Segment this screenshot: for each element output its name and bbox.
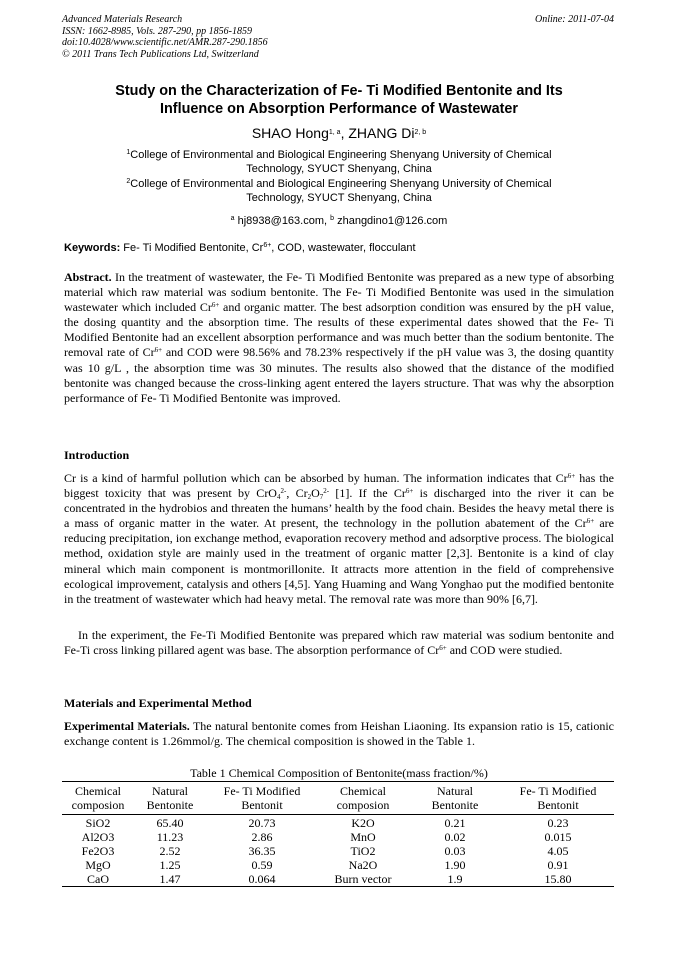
intro-text-1: Cr is a kind of harmful pollution which can be absorbed by human. The information indicates that Cr [64, 471, 568, 485]
intro-text-5: [1]. If the Cr [329, 486, 406, 501]
author-1-sup: 1, a [328, 129, 341, 136]
author-2-sup: 2, b [414, 129, 427, 136]
keywords-part-2: , COD, wastewater, flocculant [271, 242, 416, 254]
intro-sup-4: 6+ [405, 487, 414, 496]
table-cell: 2.86 [251, 830, 273, 844]
table-row [62, 815, 614, 831]
experimental-materials-paragraph [64, 719, 614, 749]
intro-text-3: , Cr [286, 486, 308, 501]
table-cell: 20.73 [248, 816, 276, 830]
intro-text-7: are reducing precipitation, ion exchange method, evaporation recovery method and adsorptive process. The biological method, oxidation style are mainly used in the treatment of organic matter [2,3]. Bentonite is a kind of clay mineral which main component is montmorillonite. It attracts more attention in the field of comprehensive ecological improvement, catalysis and others [4,5]. Yang Huaming and Wang Yonghao put the modified bentonite in the treatment of wastewater which had heavy metal. The removal rate was more than 90% [6,7]. [64, 516, 614, 606]
affiliation-2-line-2: Technology, SYUCT Shenyang, China [246, 192, 432, 205]
table-header-row [62, 782, 614, 815]
email-a-sup: a [230, 215, 235, 222]
abstract-text-1: In the treatment of wastewater, the Fe- Ti Modified Bentonite was prepared as a new type of absorbing material which raw material was sodium bentonite. The Fe- Ti Modified Bentonite was used in the simulation wastewater which included Cr [64, 270, 614, 315]
journal-name: Advanced Materials Research [62, 14, 183, 25]
introduction-paragraph-1 [64, 471, 614, 607]
affiliation-1 [64, 148, 614, 177]
table-cell: Burn vector [334, 872, 392, 886]
author-separator: , [340, 125, 349, 141]
table-row [62, 858, 614, 872]
table-cell: 1.25 [159, 858, 181, 872]
composition-table [62, 781, 614, 887]
table-cell: 1.90 [444, 858, 466, 872]
table-cell: 0.23 [547, 816, 569, 830]
paper-title [64, 82, 614, 118]
table-cell: 0.21 [444, 816, 466, 830]
table-header-cell: Natural Bentonite [431, 784, 479, 812]
abstract-sup-2: 6+ [154, 346, 163, 355]
table-cell: 0.02 [444, 830, 466, 844]
table-header-cell: Chemical composion [336, 784, 390, 812]
table-cell: Al2O3 [81, 830, 115, 844]
table-cell: 65.40 [156, 816, 184, 830]
keywords-sup: 6+ [263, 242, 272, 249]
email-b-sup: b [330, 215, 335, 222]
table-row [62, 844, 614, 858]
table-cell: 4.05 [547, 844, 569, 858]
table-cell: 0.59 [251, 858, 273, 872]
table-row [62, 872, 614, 887]
affiliation-2 [64, 177, 614, 206]
issn-line: ISSN: 1662-8985, Vols. 287-290, pp 1856-1859 [62, 25, 252, 37]
table-cell: CaO [87, 872, 109, 886]
intro-text-4: O [311, 486, 320, 501]
intro-p2-text-2: and COD were studied. [446, 643, 563, 658]
intro-sup-1: 6+ [567, 472, 576, 480]
affiliation-2-num: 2 [126, 178, 131, 185]
affiliation-2-line-1: College of Environmental and Biological Engineering Shenyang University of Chemical [130, 178, 552, 190]
keywords [64, 241, 614, 255]
experimental-materials-text: The natural bentonite comes from Heishan Liaoning. Its expansion ratio is 15, cationic exchange content is 1.26mmol/g. The chemical composition is showed in the Table 1. [64, 719, 614, 749]
table-cell: Fe2O3 [81, 844, 115, 858]
keywords-label: Keywords: [64, 242, 121, 254]
introduction-paragraph-2 [64, 628, 614, 658]
intro-sub-3: 7 [319, 493, 324, 502]
table-header-cell: Fe- Ti Modified Bentonit [223, 784, 301, 812]
table-header-cell: Fe- Ti Modified Bentonit [519, 784, 597, 812]
affiliation-1-num: 1 [126, 149, 131, 156]
authors [64, 124, 614, 142]
table-cell: 15.80 [544, 872, 572, 886]
table-header-cell: Chemical composion [71, 784, 125, 812]
table-cell: 0.91 [547, 858, 569, 872]
table-cell: 0.03 [444, 844, 466, 858]
table-cell: Na2O [348, 858, 378, 872]
affiliation-1-line-2: Technology, SYUCT Shenyang, China [246, 163, 432, 176]
intro-sup-5: 6+ [586, 517, 595, 526]
experimental-materials-label: Experimental Materials. [64, 719, 190, 733]
table-cell: 1.9 [447, 872, 463, 886]
abstract-label: Abstract. [64, 270, 112, 284]
methods-heading: Materials and Experimental Method [64, 696, 252, 710]
intro-sub-1: 4 [276, 493, 281, 502]
author-1-name: SHAO Hong [251, 125, 329, 141]
keywords-part-1: Fe- Ti Modified Bentonite, Cr [120, 242, 264, 254]
author-emails [64, 214, 614, 228]
intro-text-6: is discharged into the river it can be concentrated in the hydrobios and threaten the humans’ health by the food chain. Besides the heavy metal there is a mass of organic matter in the water. At present, the technology in the pollution abatement of the Cr [64, 486, 614, 531]
email-b: zhangdino1@126.com [334, 215, 448, 227]
email-a: hj8938@163.com, [234, 215, 331, 227]
intro-sup-3: 2- [323, 487, 330, 496]
abstract-text-3: and COD were 98.56% and 78.23% respectively if the pH value was 3, the dosing quantity was 10 g/L , the absorption time was 30 minutes. The results also showed that the distance of the modified bentonite was changed because the cross-linking agent entered the layers structure. That was why the absorption performance of Fe- Ti Modified Bentonite was improved. [64, 345, 614, 405]
table-cell: 36.35 [248, 844, 276, 858]
table-cell: 0.015 [544, 830, 572, 844]
title-line-2: Influence on Absorption Performance of Wastewater [160, 101, 518, 117]
abstract-sup-1: 6+ [211, 301, 220, 310]
table-caption: Table 1 Chemical Composition of Bentonite(mass fraction/%) [190, 766, 488, 780]
abstract-text-2: and organic matter. The best adsorption condition was ensured by the pH value, the dosing quantity and the absorption time. The results of these experimental dates showed that the Fe- Ti Modified Bentonite had an excellent absorption performance and was much better than the sodium bentonite. The removal rate of Cr [64, 300, 614, 360]
online-date: Online: 2011-07-04 [535, 14, 614, 25]
table-cell: 1.47 [159, 872, 181, 886]
doi-line: doi:10.4028/www.scientific.net/AMR.287-290.1856 [62, 37, 268, 48]
intro-text-2: has the biggest toxicity that was present by CrO [64, 471, 614, 501]
abstract [64, 270, 614, 406]
copyright-line: © 2011 Trans Tech Publications Ltd, Switzerland [62, 48, 259, 60]
table-cell: 11.23 [156, 830, 184, 844]
affiliation-1-line-1: College of Environmental and Biological Engineering Shenyang University of Chemical [130, 149, 552, 161]
table-cell: 0.064 [248, 872, 276, 886]
table-cell: SiO2 [85, 816, 111, 830]
author-2-name: ZHANG Di [348, 125, 415, 141]
intro-sup-2: 2- [280, 487, 287, 496]
table-cell: K2O [351, 816, 375, 830]
intro-p2-sup-1: 6+ [439, 644, 447, 653]
intro-p2-text-1: In the experiment, the Fe-Ti Modified Bentonite was prepared which raw material was sodium bentonite and Fe-Ti cross linking pillared agent was base. The absorption performance of Cr [64, 628, 614, 658]
table-cell: MgO [85, 858, 111, 872]
table-cell: 2.52 [159, 844, 181, 858]
intro-sub-2: 2 [307, 493, 312, 502]
table-row [62, 830, 614, 844]
table-header-cell: Natural Bentonite [146, 784, 194, 812]
table-cell: TiO2 [350, 844, 376, 858]
table-cell: MnO [350, 830, 376, 844]
journal-header [62, 14, 392, 60]
introduction-heading: Introduction [64, 448, 130, 462]
title-line-1: Study on the Characterization of Fe- Ti Modified Bentonite and Its [115, 83, 563, 99]
